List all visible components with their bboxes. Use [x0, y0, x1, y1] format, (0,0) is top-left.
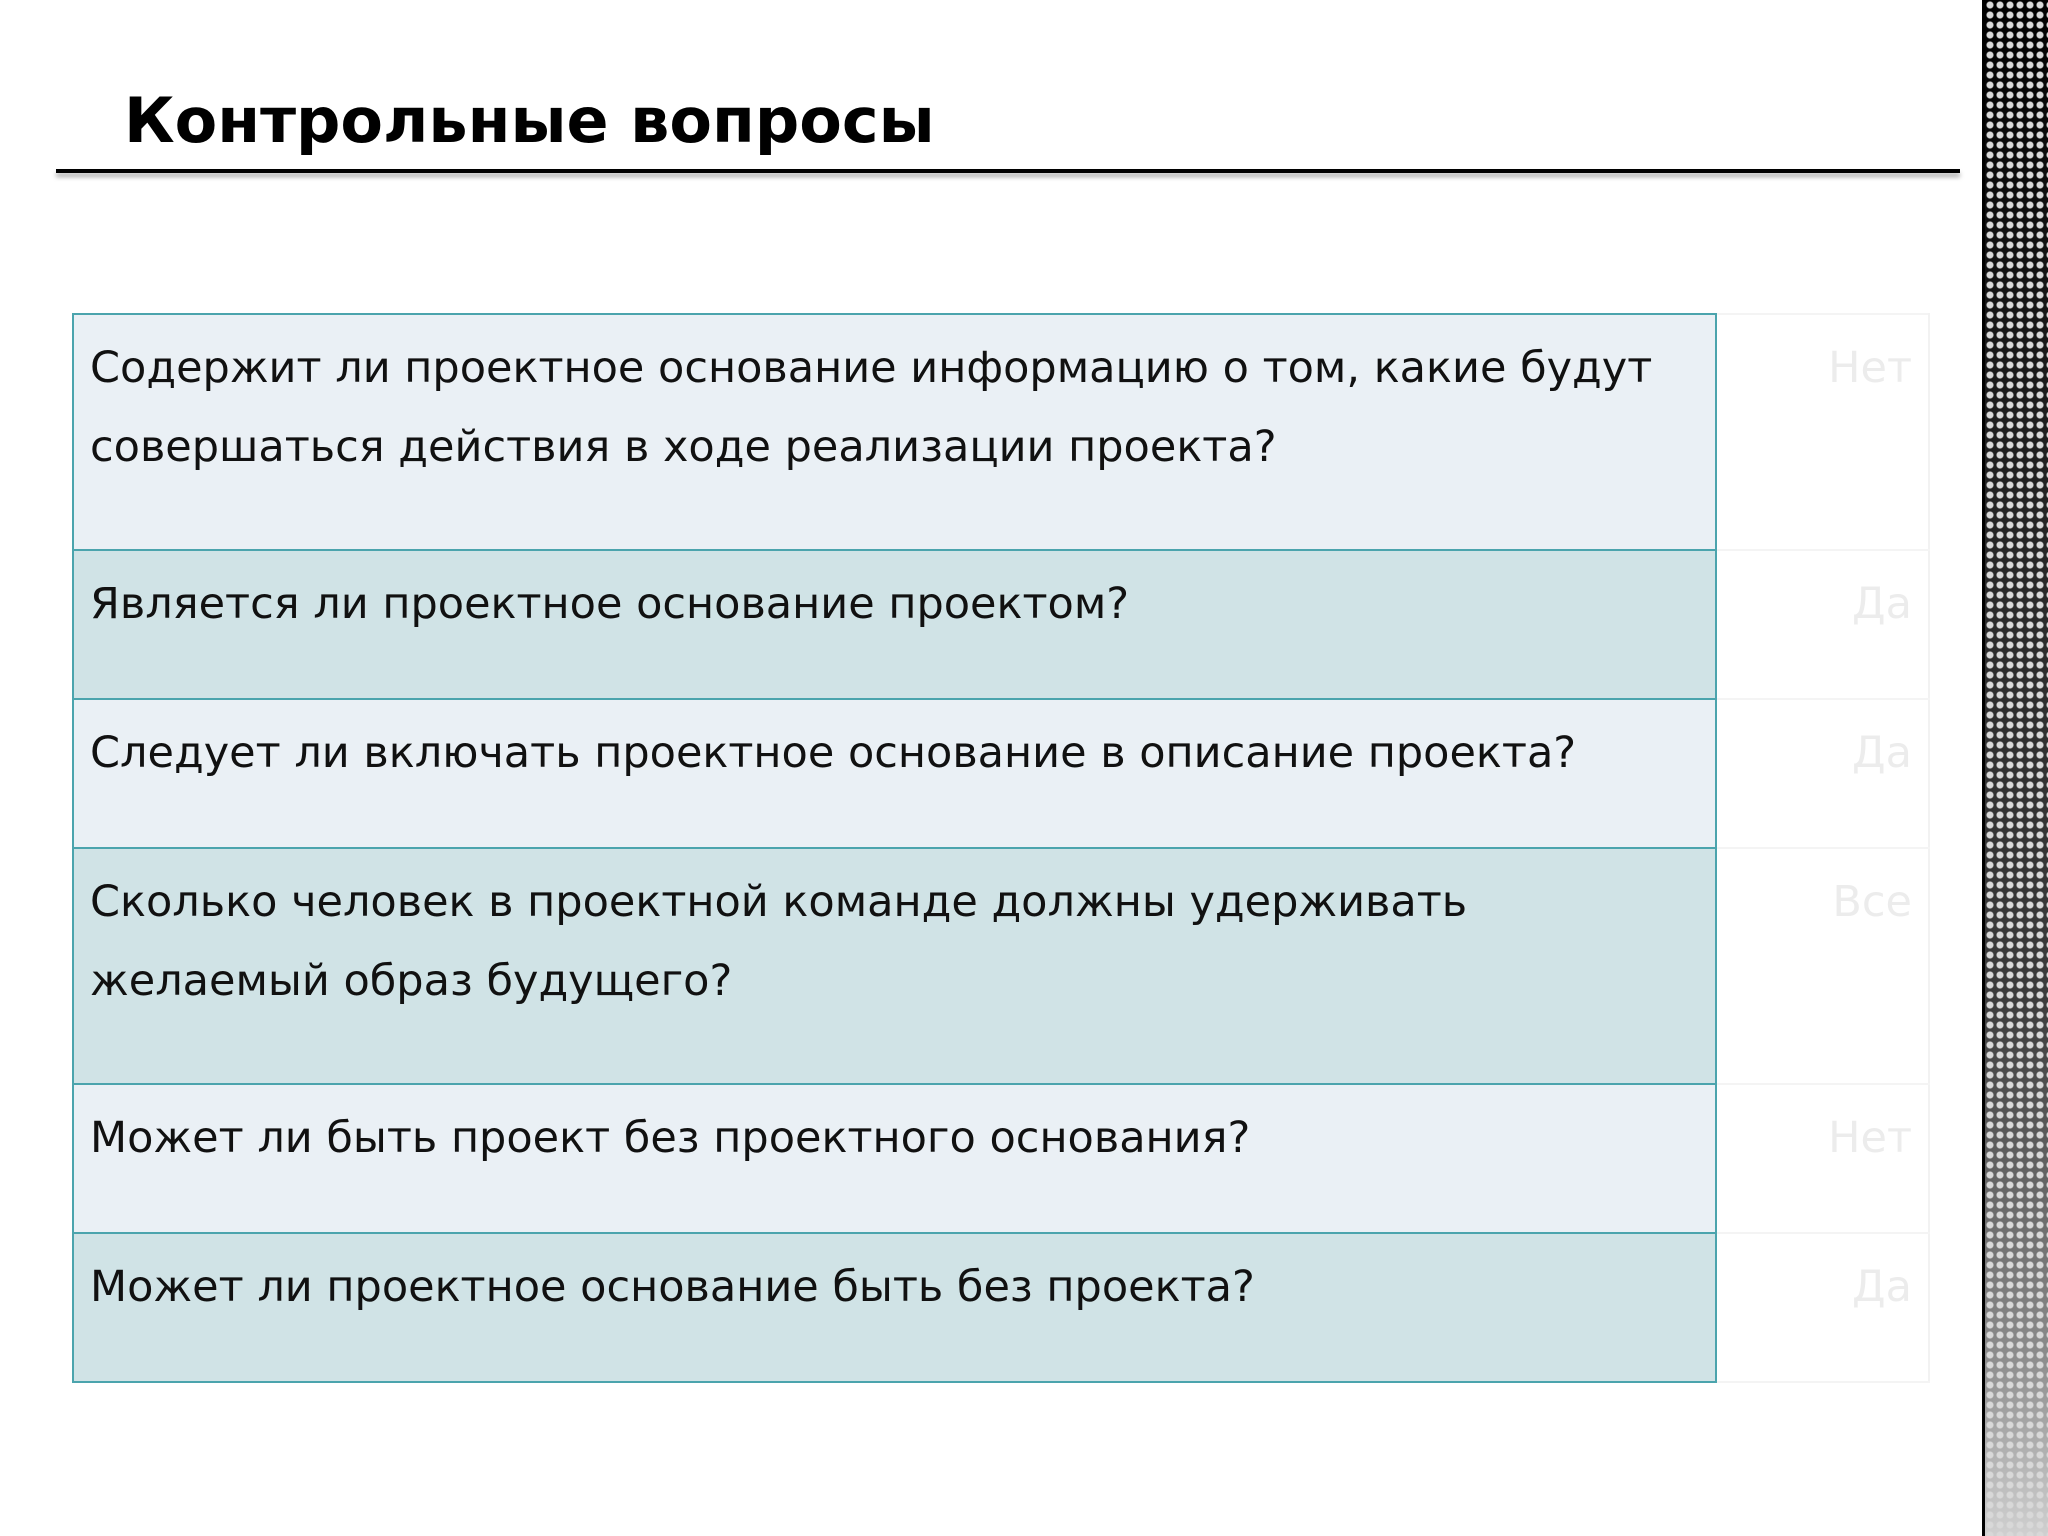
question-cell: Может ли быть проект без проектного основания? [73, 1084, 1716, 1233]
table-row [73, 1233, 1929, 1382]
title-divider [56, 169, 1960, 173]
answer-cell: Да [1716, 699, 1929, 848]
table-row [73, 848, 1929, 1084]
decorative-side-strip [1982, 0, 2048, 1536]
question-cell: Может ли проектное основание быть без проекта? [73, 1233, 1716, 1382]
questions-table [72, 313, 1930, 1383]
answer-cell: Да [1716, 550, 1929, 699]
answer-cell: Все [1716, 848, 1929, 1084]
answer-cell: Да [1716, 1233, 1929, 1382]
slide-title: Контрольные вопросы [124, 84, 935, 157]
answer-cell: Нет [1716, 314, 1929, 550]
answer-cell: Нет [1716, 1084, 1929, 1233]
table-row [73, 550, 1929, 699]
question-cell: Содержит ли проектное основание информацию о том, какие будут совершаться действия в ходе реализации проекта? [73, 314, 1716, 550]
question-cell: Сколько человек в проектной команде должны удерживать желаемый образ будущего? [73, 848, 1716, 1084]
table-row [73, 1084, 1929, 1233]
table-row [73, 699, 1929, 848]
table-row [73, 314, 1929, 550]
question-cell: Следует ли включать проектное основание в описание проекта? [73, 699, 1716, 848]
question-cell: Является ли проектное основание проектом? [73, 550, 1716, 699]
